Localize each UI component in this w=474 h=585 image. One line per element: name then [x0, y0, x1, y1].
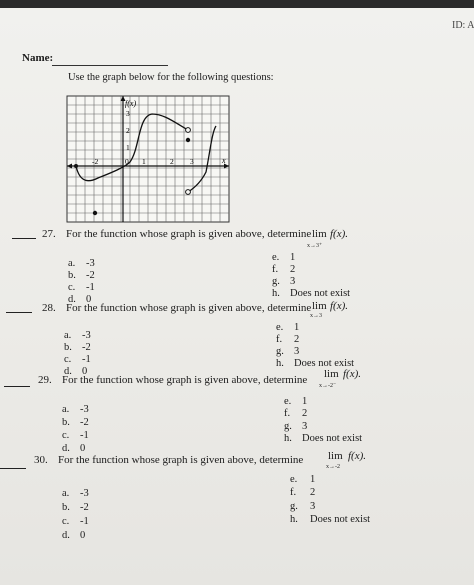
option-27-g-letter: g.	[272, 276, 280, 287]
x-tick-1: 1	[142, 157, 146, 166]
option-28-g-letter: g.	[276, 346, 284, 357]
option-29-a-letter: a.	[62, 404, 70, 415]
option-30-c-value[interactable]: -1	[80, 516, 89, 527]
option-27-c-value[interactable]: -1	[86, 282, 95, 293]
option-30-f-letter: f.	[290, 487, 297, 498]
option-28-b-letter: b.	[64, 342, 72, 353]
lim-30: lim	[328, 450, 343, 462]
option-27-a-letter: a.	[68, 258, 76, 269]
instructions: Use the graph below for the following questions:	[68, 72, 274, 83]
option-27-f-value[interactable]: 2	[290, 264, 296, 275]
option-28-g-value[interactable]: 3	[294, 346, 300, 357]
lim-27: lim	[312, 228, 327, 240]
closed-point-x3	[186, 138, 190, 142]
option-28-c-value[interactable]: -1	[82, 354, 91, 365]
lim-sub-30: x→-2	[326, 464, 340, 470]
option-29-d-value[interactable]: 0	[80, 443, 86, 454]
open-point-lower	[186, 190, 191, 195]
option-27-a-value[interactable]: -3	[86, 258, 95, 269]
question-text-27: For the function whose graph is given above, determine	[66, 228, 312, 240]
option-27-h-letter: h.	[272, 288, 280, 299]
option-30-d-value[interactable]: 0	[80, 530, 86, 541]
question-text-28: For the function whose graph is given above, determine	[66, 302, 312, 314]
option-28-f-letter: f.	[276, 334, 283, 345]
fx-axis-label: f(x)	[125, 99, 137, 108]
option-30-g-letter: g.	[290, 501, 298, 512]
graph-svg	[64, 92, 234, 226]
option-27-e-letter: e.	[272, 252, 280, 263]
lim-29: lim	[324, 368, 339, 380]
worksheet-page	[0, 8, 474, 585]
option-28-e-letter: e.	[276, 322, 284, 333]
option-29-a-value[interactable]: -3	[80, 404, 89, 415]
id-label: ID: A	[452, 20, 474, 31]
option-30-g-value[interactable]: 3	[310, 501, 316, 512]
option-28-f-value[interactable]: 2	[294, 334, 300, 345]
option-30-f-value[interactable]: 2	[310, 487, 316, 498]
question-text-30: For the function whose graph is given above, determine	[58, 454, 304, 466]
question-number-28: 28.	[42, 302, 56, 314]
option-27-h-value[interactable]: Does not exist	[290, 288, 351, 299]
option-29-g-value[interactable]: 3	[302, 421, 308, 432]
function-graph	[64, 92, 234, 226]
option-27-d-value[interactable]: 0	[86, 294, 92, 305]
answer-blank-30[interactable]	[0, 468, 26, 469]
y-tick-2: 2	[126, 126, 130, 135]
option-30-e-letter: e.	[290, 474, 298, 485]
option-29-f-value[interactable]: 2	[302, 408, 308, 419]
option-28-h-value[interactable]: Does not exist	[294, 358, 355, 369]
option-27-b-value[interactable]: -2	[86, 270, 95, 281]
x-tick-3: 3	[190, 157, 194, 166]
name-field-line[interactable]	[52, 65, 168, 66]
option-30-c-letter: c.	[62, 516, 70, 527]
question-number-29: 29.	[38, 374, 52, 386]
option-29-h-value[interactable]: Does not exist	[302, 433, 363, 444]
answer-blank-27[interactable]	[12, 238, 36, 239]
option-29-g-letter: g.	[284, 421, 292, 432]
option-29-d-letter: d.	[62, 443, 70, 454]
x-tick-2: 2	[170, 157, 174, 166]
option-29-c-letter: c.	[62, 430, 70, 441]
option-30-a-letter: a.	[62, 488, 70, 499]
option-28-a-letter: a.	[64, 330, 72, 341]
closed-point-x-2	[93, 211, 97, 215]
option-27-e-value[interactable]: 1	[290, 252, 296, 263]
option-29-h-letter: h.	[284, 433, 292, 444]
lim-28: lim	[312, 300, 327, 312]
option-29-c-value[interactable]: -1	[80, 430, 89, 441]
fx-28: f(x).	[330, 300, 349, 312]
option-30-h-letter: h.	[290, 514, 298, 525]
option-28-d-letter: d.	[64, 366, 72, 377]
option-29-e-letter: e.	[284, 396, 292, 407]
x-axis-label: x	[222, 156, 226, 165]
x-tick-neg2: -2	[92, 157, 99, 166]
option-30-e-value[interactable]: 1	[310, 474, 316, 485]
y-tick-3: 3	[126, 109, 130, 118]
option-27-f-letter: f.	[272, 264, 279, 275]
fx-29: f(x).	[343, 368, 362, 380]
option-28-h-letter: h.	[276, 358, 284, 369]
question-text-29: For the function whose graph is given above, determine	[62, 374, 308, 386]
option-27-g-value[interactable]: 3	[290, 276, 296, 287]
answer-blank-28[interactable]	[6, 312, 32, 313]
option-27-b-letter: b.	[68, 270, 76, 281]
option-30-h-value[interactable]: Does not exist	[310, 514, 371, 525]
fx-27: f(x).	[330, 228, 349, 240]
question-number-27: 27.	[42, 228, 56, 240]
option-30-b-value[interactable]: -2	[80, 502, 89, 513]
option-30-d-letter: d.	[62, 530, 70, 541]
lim-sub-27: x→3⁺	[307, 243, 323, 249]
option-29-e-value[interactable]: 1	[302, 396, 308, 407]
fx-30: f(x).	[348, 450, 367, 462]
answer-blank-29[interactable]	[4, 386, 30, 387]
option-28-a-value[interactable]: -3	[82, 330, 91, 341]
option-29-b-value[interactable]: -2	[80, 417, 89, 428]
lim-sub-28: x→3	[310, 313, 322, 319]
option-27-d-letter: d.	[68, 294, 76, 305]
open-point-upper	[186, 128, 191, 133]
y-tick-1: 1	[126, 143, 130, 152]
option-28-c-letter: c.	[64, 354, 72, 365]
option-29-b-letter: b.	[62, 417, 70, 428]
option-28-e-value[interactable]: 1	[294, 322, 300, 333]
lim-sub-29: x→-2⁻	[319, 383, 337, 389]
curve-start-point	[74, 164, 78, 168]
option-28-d-value[interactable]: 0	[82, 366, 88, 377]
option-30-a-value[interactable]: -3	[80, 488, 89, 499]
option-29-f-letter: f.	[284, 408, 291, 419]
option-27-c-letter: c.	[68, 282, 76, 293]
option-30-b-letter: b.	[62, 502, 70, 513]
x-tick-0: 0	[125, 157, 129, 166]
name-label: Name:	[22, 52, 54, 64]
question-number-30: 30.	[34, 454, 48, 466]
option-28-b-value[interactable]: -2	[82, 342, 91, 353]
